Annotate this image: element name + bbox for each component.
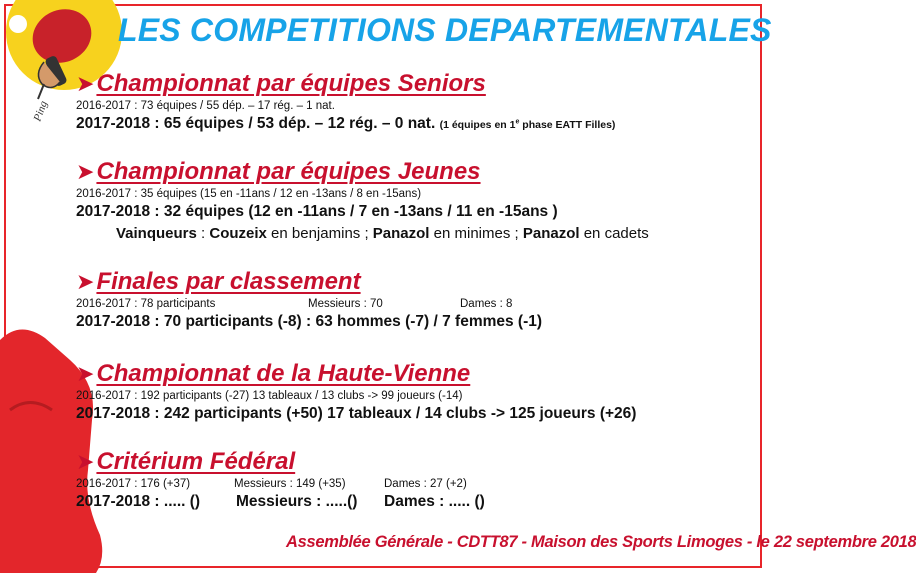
note-pre: (1 équipes en 1 [439, 119, 516, 131]
arrow-bullet-icon: ➤ [76, 361, 95, 386]
season-2016-line [76, 298, 756, 310]
heading-text: Championnat par équipes Seniors [96, 70, 486, 97]
season-2016-line [76, 478, 756, 490]
season-2017-line [76, 115, 756, 133]
season-2017-line [76, 493, 756, 511]
section-heading [76, 70, 756, 98]
men-2016: Messieurs : 149 (+35) [234, 478, 346, 490]
section-heading [76, 448, 756, 476]
winners-line [116, 225, 756, 242]
season-2016-line: 2016-2017 : 73 équipes / 55 dép. – 17 rég. – 1 nat. [76, 100, 335, 112]
note-post: phase EATT Filles) [519, 119, 616, 131]
section-haute-vienne [76, 360, 756, 423]
winner-category: en minimes ; [429, 225, 523, 242]
arrow-bullet-icon: ➤ [76, 71, 95, 96]
season-2017-line: 2017-2018 : 242 participants (+50) 17 tableaux / 14 clubs -> 125 joueurs (+26) [76, 405, 637, 422]
winners-label: Vainqueurs [116, 225, 197, 242]
heading-text: Critérium Fédéral [96, 448, 296, 475]
section-criterium [76, 448, 756, 511]
section-seniors [76, 70, 756, 133]
season-2017-line: 2017-2018 : 32 équipes (12 en -11ans / 7 en -13ans / 11 en -15ans ) [76, 203, 558, 220]
section-heading [76, 268, 756, 296]
arrow-bullet-icon: ➤ [76, 449, 95, 474]
arrow-bullet-icon: ➤ [76, 269, 95, 294]
winner-category: en benjamins ; [266, 225, 373, 242]
participants-2016: 2016-2017 : 78 participants [76, 298, 216, 310]
winner-category: en cadets [579, 225, 649, 242]
season-2017-line: 2017-2018 : 70 participants (-8) : 63 hommes (-7) / 7 femmes (-1) [76, 313, 543, 330]
heading-text: Championnat par équipes Jeunes [96, 158, 481, 185]
winner-club: Couzeix [209, 225, 267, 242]
season-2016-line: 2016-2017 : 35 équipes (15 en -11ans / 12 en -13ans / 8 en -15ans) [76, 188, 422, 200]
note-sup: e [515, 118, 520, 126]
red-hand-decoration-icon [0, 300, 110, 573]
heading-text: Championnat de la Haute-Vienne [96, 360, 471, 387]
total-2016: 2016-2017 : 176 (+37) [76, 478, 191, 490]
section-finales [76, 268, 756, 331]
men-2016: Messieurs : 70 [308, 298, 383, 310]
total-2017: 2017-2018 : ..... () [76, 493, 201, 510]
section-jeunes [76, 158, 756, 242]
note [440, 119, 616, 131]
heading-text: Finales par classement [96, 268, 361, 295]
svg-text:Ping: Ping [31, 99, 50, 124]
footer-text: Assemblée Générale - CDTT87 - Maison des Sports Limoges - le 22 septembre 2018 [286, 533, 916, 551]
arrow-bullet-icon: ➤ [76, 159, 95, 184]
winners-sep: : [196, 225, 210, 242]
winner-club: Panazol [372, 225, 430, 242]
page-title: LES COMPETITIONS DEPARTEMENTALES [118, 12, 772, 48]
men-2017: Messieurs : .....() [236, 493, 358, 510]
section-heading [76, 158, 756, 186]
season-2017-text: 2017-2018 : 65 équipes / 53 dép. – 12 rég. – 0 nat. [76, 115, 436, 132]
women-2016: Dames : 27 (+2) [384, 478, 467, 490]
women-2016: Dames : 8 [460, 298, 513, 310]
season-2016-line: 2016-2017 : 192 participants (-27) 13 tableaux / 13 clubs -> 99 joueurs (-14) [76, 390, 463, 402]
winner-club: Panazol [522, 225, 580, 242]
women-2017: Dames : ..... () [384, 493, 485, 510]
section-heading [76, 360, 756, 388]
